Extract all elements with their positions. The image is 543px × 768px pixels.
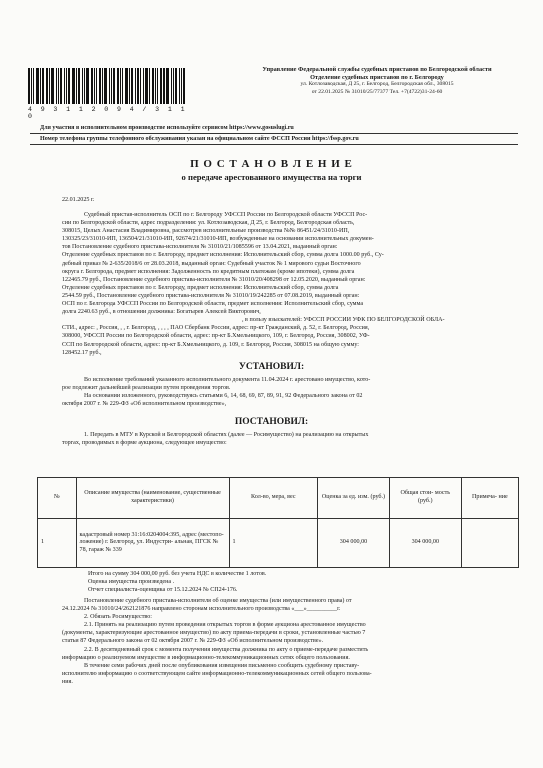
barcode-bar [40, 68, 41, 104]
barcode-bar [183, 68, 185, 104]
barcode-bar [129, 68, 130, 104]
postanovil-text [62, 431, 518, 447]
barcode-bar [86, 68, 89, 104]
barcode-bar [94, 68, 95, 104]
text-line: Отделение судебных приставов по г. Белгороду, предмет исполнения: Исполнительский сбор, сумма долга 1000.00 руб., Су- [62, 252, 384, 259]
barcode-bar [173, 68, 174, 104]
phone-note: Номер телефона группы телефонного обслуживания указан на официальном сайте ФССП России https://fssp.gov.ru [40, 136, 359, 142]
text-line: 2544.59 руб., Постановление судебного пристава-исполнителя № 31010/19/242285 от 07.08.2019, выданный орган: [62, 292, 360, 299]
text-line: Постановление судебного пристава-исполнителя об оценке имущества (или имущественного права) от [84, 598, 352, 604]
barcode-bar [78, 68, 80, 104]
section-ustanovil: УСТАНОВИЛ: [238, 362, 305, 372]
property-table [37, 477, 519, 568]
text-line: (документы, характеризующие арестованное имущество) по акту приема-передачи в сроки, установленные частью 7 [62, 630, 366, 637]
barcode-bar [28, 68, 30, 104]
text-line: Судебный пристав-исполнитель ОСП по г. Белгороду УФССП России по Белгородской области УФССП Рос- [84, 212, 368, 218]
barcode-bar [104, 68, 107, 104]
text-line: тов Постановление судебного пристава-исполнителя № 31010/21/1085596 от 13.04.2021, выданный орган: [62, 244, 338, 251]
text-line: 308000, УФССП России по Белгородской области, адрес: пр-кт Б.Хмельницкого, 109, г. Белгород, Россия, 308002, УФ- [62, 333, 370, 340]
text-line: Во исполнение требований указанного исполнительного документа 11.04.2024 г. арестовано имущество, кото- [84, 377, 371, 383]
text-line: 2. Обязать Росимущество: [84, 614, 152, 621]
text-line: 122465.79 руб., Постановление судебного пристава-исполнителя № 31010/20/408298 от 12.05.2020, выданный орган: [62, 276, 366, 283]
col-header: Оценка за ед. изм. (руб.) [318, 478, 390, 519]
barcode-bar [140, 68, 141, 104]
barcode-bar [76, 68, 77, 104]
table-cell: кадастровый номер 31:16:0204004:395, адрес (местопо- ложение) г. Белгород, ул. Индустри- альная, ПГСК № 78, гараж № 339 [76, 519, 229, 568]
text-line: округа г. Белгорода, предмет исполнения: Задолженность по кредитным платежам (кроме ипотеки), сумма долга [62, 268, 355, 275]
col-header: № [38, 478, 77, 519]
barcode-bar [145, 68, 148, 104]
table-cell [461, 519, 518, 568]
barcode-bar [36, 68, 39, 104]
text-line: На основании изложенного, руководствуясь статьями 6, 14, 68, 69, 87, 89, 91, 92 Федерального закона от 02 [84, 393, 363, 400]
text-line: ОСП по г. Белгорода УФССП России по Белгородской области, предмет исполнения: Исполнительский сбор, сумма [62, 301, 364, 308]
barcode-bar [82, 68, 83, 104]
barcode-bar [143, 68, 144, 104]
org-name: Управление Федеральной службы судебных приставов по Белгородской области [262, 66, 492, 73]
doc-title: П О С Т А Н О В Л Е Н И Е [190, 158, 353, 170]
text-line: октября 2007 г. № 229-ФЗ «Об исполнительном производстве», [62, 401, 227, 408]
barcode-bar [120, 68, 121, 104]
barcode-bar [137, 68, 139, 104]
barcode-number: 4 9 3 1 1 2 0 9 4 / 3 1 1 0 [28, 106, 187, 120]
col-header: Общая стои- мость (руб.) [389, 478, 461, 519]
text-line: 130325/23/31010-ИП, 136504/21/31010-ИП, 92674/21/31010-ИП, возбужденные на основании исполнительных докумен- [62, 236, 374, 243]
barcode-bar [160, 68, 162, 104]
barcode-bar [64, 68, 65, 104]
barcode-bar [51, 68, 54, 104]
divider [30, 144, 518, 145]
text-line: рое подлежит дальнейшей реализации путем проведения торгов. [62, 385, 231, 392]
doc-subtitle: о передаче арестованного имущества на торги [181, 172, 362, 182]
barcode-bar [122, 68, 123, 104]
barcode-bar [171, 68, 172, 104]
barcode-bar [125, 68, 128, 104]
barcode-bar [68, 68, 70, 104]
barcode-bar [152, 68, 154, 104]
dept-name: Отделение судебных приставов по г. Белгороду [310, 73, 444, 81]
table-header-row [38, 478, 519, 519]
barcode-bar [72, 68, 75, 104]
barcode-bar [157, 68, 158, 104]
section-postanovil: ПОСТАНОВИЛ: [234, 417, 309, 427]
text-line: информацию о реализуемом имуществе в информационно-телекоммуникационных сетях общего пользования. [62, 654, 350, 661]
text-line: 1. Передать в МТУ в Курской и Белгородской областях (далее — Росимущество) на реализацию на открытых [84, 432, 369, 438]
table-row [38, 519, 519, 568]
col-header: Описание имущества (наименование, существенные характеристики) [76, 478, 229, 519]
text-line: СТИ., адрес: , Россия, , , г. Белгород, , , , , ПАО Сбербанк России, адрес: пр-кт Гражданский, д. 52, г. Белгород, Россия, [62, 325, 370, 332]
barcode-bar [58, 68, 59, 104]
text-line: Оценка имущества произведена . [88, 579, 175, 586]
barcode-bar [179, 68, 180, 104]
text-line: статьи 87 Федерального закона от 02 октября 2007 г. № 229-ФЗ «Об исполнительном производстве». [62, 638, 324, 645]
barcode-bar [91, 68, 93, 104]
barcode-bar [181, 68, 182, 104]
text-line: ССП по Белгородской области, адрес: пр-кт Б.Хмельницкого, д. 109, г. Белгород, Россия, 308015 на общую сумму: [62, 341, 359, 348]
intro-text [62, 211, 518, 357]
text-line: 24.12.2024 № 31010/24/262121876 направлено сторонам исполнительного производства «___»__________г. [62, 606, 341, 613]
letterhead [232, 66, 522, 96]
col-header: Кол-во, мера, вес [229, 478, 317, 519]
barcode [28, 68, 198, 120]
table-cell: 1 [229, 519, 317, 568]
text-line: 2.2. В десятидневный срок с момента получения имущества должника по акту о приеме-передаче разместить [84, 646, 369, 653]
text-line: сии по Белгородской области, адрес подразделения: ул. Котлозаводская, Д 25, г. Белгород, Белгородская область, [62, 220, 355, 227]
barcode-bar [117, 68, 119, 104]
col-header: Примеча- ние [461, 478, 518, 519]
text-line: 308015, Целых Анастасия Владимировна, рассмотрев исполнительные производства №№ 86451/24/31010-ИП, [62, 228, 350, 235]
barcode-bar [31, 68, 32, 104]
barcode-bar [46, 68, 48, 104]
barcode-bar [66, 68, 67, 104]
text-line: 128452.17 руб., [62, 349, 102, 356]
barcode-bar [102, 68, 103, 104]
dept-address: ул. Котлозаводская, Д 25, г. Белгород, Белгородская обл., 308015 [300, 81, 454, 88]
barcode-bar [49, 68, 50, 104]
text-line: торгах, проводимых в форме аукциона, следующее имущество: [62, 440, 227, 447]
barcode-bar [149, 68, 150, 104]
text-line: Отделение судебных приставов по г. Белгороду, предмет исполнения: Исполнительский сбор, сумма долга [62, 284, 339, 291]
barcode-bar [56, 68, 57, 104]
barcode-bar [109, 68, 110, 104]
table-cell: 1 [38, 519, 77, 568]
table-cell: 304 000,00 [318, 519, 390, 568]
text-line: ния. [62, 678, 73, 685]
text-line: В течение семи рабочих дней после опубликования извещения письменно сообщить судебному приставу- [84, 662, 360, 669]
barcode-bar [131, 68, 133, 104]
doc-date: 22.01.2025 г. [62, 197, 95, 203]
barcode-bar [99, 68, 101, 104]
text-line: долга 2240.63 руб., в отношении должника: Богатырев Алексей Викторович, [62, 309, 261, 316]
instructions-text [62, 597, 518, 686]
barcode-bar [155, 68, 156, 104]
text-line: дебный приказ № 2-635/2018/6 от 28.03.2018, выданный орган: Судебный участок № 1 мирового судьи Восточного [62, 260, 361, 267]
barcode-bar [96, 68, 97, 104]
barcode-bar [135, 68, 136, 104]
totals-text [88, 570, 518, 594]
doc-ref: от 22.01.2025 № 31010/25/77377 Тел. +7(4722)31-24-60 [311, 88, 443, 95]
barcode-bar [113, 68, 115, 104]
text-line: Итого на сумму 304 000,00 руб. без учета НДС в количестве 1 лотов. [88, 571, 267, 577]
barcode-bar [33, 68, 34, 104]
table-cell: 304 000,00 [389, 519, 461, 568]
text-line: исполнителю информацию о соответствующем сайте информационно-телекоммуникационных сетей общего пользова- [62, 670, 372, 677]
ustanovil-text [62, 376, 518, 408]
gosuslugi-note: Для участия в исполнительном производстве используйте сервисом https://www.gosuslugi.ru [40, 125, 294, 131]
barcode-bar [111, 68, 112, 104]
text-line: 2.1. Принять на реализацию путем проведения открытых торгов в форме аукциона арестованное имущество [84, 622, 366, 629]
text-line: Отчет специалиста-оценщика от 15.12.2024 № СП24-176. [88, 587, 238, 594]
barcode-bar [42, 68, 44, 104]
text-line: , в пользу взыскателей: УФССП РОССИИ УФК ПО БЕЛГОРОДСКОЙ ОБЛА- [242, 317, 445, 324]
barcode-bar [166, 68, 169, 104]
barcode-bar [163, 68, 165, 104]
barcode-bar [175, 68, 177, 104]
divider [30, 133, 518, 134]
barcode-bar [84, 68, 85, 104]
barcode-bar [60, 68, 62, 104]
